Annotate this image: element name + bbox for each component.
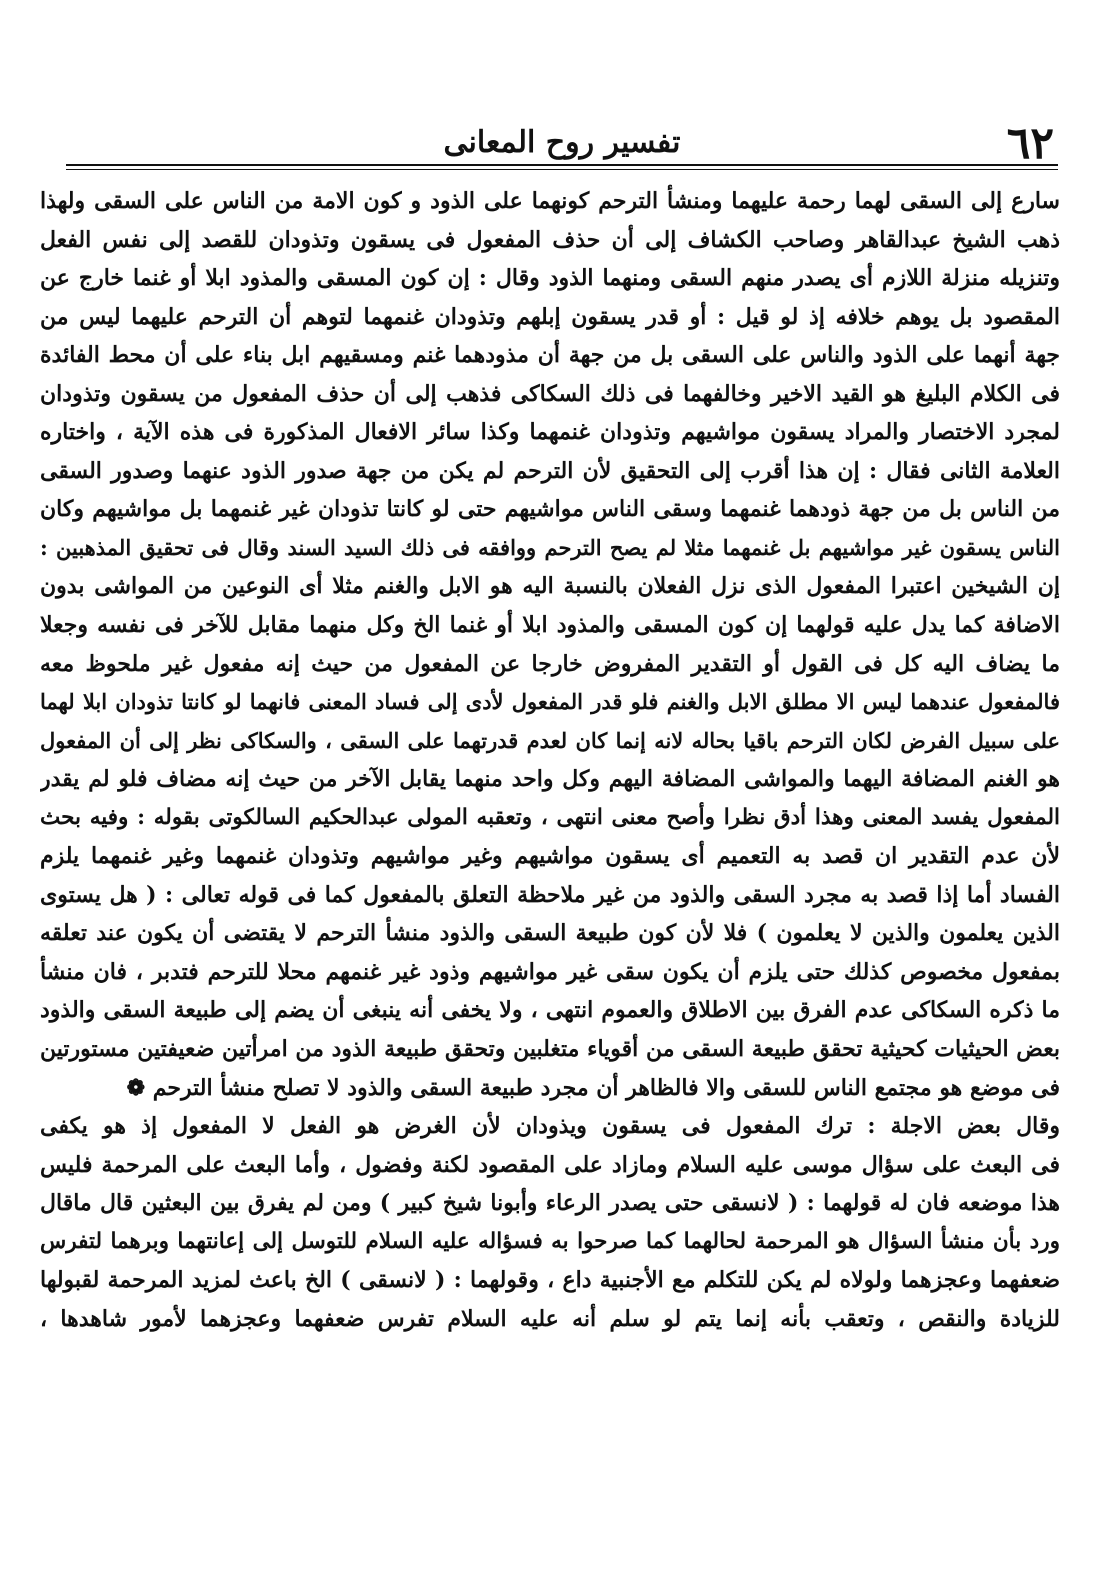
text-line: الاضافة كما يدل عليه قولهما إن كون المسقى والمذود ابلا أو غنما الخ وكل منهما مقابل للآخر فى نفسه وجعلا — [40, 612, 1060, 639]
page-number: ٦٢ — [1006, 118, 1054, 169]
text-line: إن الشيخين اعتبرا المفعول الذى نزل الفعلان بالنسبة اليه هو الابل والغنم مثلا أى النوعين من المواشى بدون — [40, 573, 1060, 600]
text-line: بمفعول مخصوص كذلك حتى يلزم أن يكون سقى غير مواشيهم وذود غير غنمهم محلا للترحم فتدبر ، فان منشأ — [40, 958, 1060, 985]
paragraph-start-line: وقال بعض الاجلة : ترك المفعول فى يسقون ويذودان لأن الغرض هو الفعل لا المفعول إذ هو يكفى — [40, 1113, 1060, 1140]
text-line: ما يضاف اليه كل فى القول أو التقدير المفروض خارجا عن المفعول من حيث إنه مفعول غير ملحوظ معه — [40, 650, 1060, 677]
text-line: ما ذكره السكاكى عدم الفرق بين الاطلاق والعموم انتهى ، ولا يخفى أنه ينبغى أن يضم إلى طبيعة السقى والذود — [40, 997, 1060, 1024]
text-line: هو الغنم المضافة اليهما والمواشى المضافة اليهم وكل واحد منهما يقابل الآخر من حيث إنه مضاف فلو لم يقدر — [40, 766, 1060, 793]
text-line: لأن عدم التقدير ان قصد به التعميم أى يسقون مواشيهم وغير مواشيهم وتذودان غنمهما وغير غنمهما يلزم — [40, 843, 1060, 870]
text-line: الناس يسقون غير مواشيهم بل غنمهما مثلا لم يصح الترحم ووافقه فى ذلك السيد السند وقال فى تحقيق المذهبين : — [40, 534, 1060, 560]
text-line: المقصود بل يوهم خلافه إذ لو قيل : أو قدر يسقون إبلهم وتذودان غنمهما لتوهم أن الترحم عليهما ليس من — [40, 303, 1060, 330]
text-line: جهة أنهما على الذود والناس على السقى بل من جهة أن مذودهما غنم ومسقيهم ابل بناء على أن محط الفائدة — [40, 342, 1060, 369]
text-line: سارع إلى السقى لهما رحمة عليهما ومنشأ الترحم كونهما على الذود و كون الامة من الناس على السقى ولهذا — [40, 188, 1060, 214]
text-line: الذين يعلمون والذين لا يعلمون ) فلا لأن كون طبيعة السقى والذود منشأ الترحم لا يقتضى أن يكون عند تعلقه — [40, 920, 1060, 947]
text-line: فالمفعول عندهما ليس الا مطلق الابل والغنم فلو قدر المفعول لأدى إلى فساد المعنى فانهما لو كانتا تذودان ابلا لهما — [40, 689, 1060, 715]
text-line: من الناس بل من جهة ذودهما غنمهما وسقى الناس مواشيهم حتى لو كانتا تذودان غير غنمهما بل مواشيهم وكان — [40, 496, 1060, 523]
page-header — [66, 108, 1058, 170]
text-line: الفساد أما إذا قصد به مجرد السقى والذود من غير ملاحظة التعلق بالمفعول كما فى قوله تعالى : ( هل يستوى — [40, 881, 1060, 908]
text-line: للزيادة والنقص ، وتعقب بأنه إنما يتم لو سلم أنه عليه السلام تفرس ضعفهما وعجزهما لأمور شاهدها ، — [40, 1305, 1060, 1332]
running-title: تفسير روح المعانى — [443, 125, 681, 160]
text-line: العلامة الثانى فقال : إن هذا أقرب إلى التحقيق لأن الترحم لم يكن من جهة صدور الذود عنهما وصدور السقى — [40, 457, 1060, 484]
text-line: على سبيل الفرض لكان الترحم باقيا بحاله لانه إنما كان لعدم قدرتهما على السقى ، والسكاكى نظر إلى أن المفعول — [40, 727, 1060, 753]
body-text — [40, 182, 1060, 1338]
text-line: فى الكلام البليغ هو القيد الاخير وخالفهما فى ذلك السكاكى فذهب إلى أن حذف المفعول من يسقون وتذودان — [40, 380, 1060, 407]
text-line: هذا موضعه فان له قولهما : ( لانسقى حتى يصدر الرعاء وأبونا شيخ كبير ) ومن لم يفرق بين البعثين قال ماقال — [40, 1190, 1060, 1217]
text-line: المفعول يفسد المعنى وهذا أدق نظرا وأصح معنى انتهى ، وتعقبه المولى عبدالحكيم السالكوتى بقوله : وفيه بحث — [40, 804, 1060, 830]
text-line: ضعفهما وعجزهما ولولاه لم يكن للتكلم مع الأجنبية داع ، وقولهما : ( لانسقى ) الخ باعث لمزيد المرحمة لقبولها — [40, 1267, 1060, 1294]
text-line: ورد بأن منشأ السؤال هو المرحمة لحالهما كما صرحوا به فسؤاله عليه السلام للتوسل إلى إعانتهما وبرهما لتفرس — [40, 1228, 1060, 1254]
text-line: ذهب الشيخ عبدالقاهر وصاحب الكشاف إلى أن حذف المفعول فى يسقون وتذودان للقصد إلى نفس الفعل — [40, 226, 1060, 253]
paragraph-end-line: فى موضع هو مجتمع الناس للسقى والا فالظاهر أن مجرد طبيعة السقى والذود لا تصلح منشأ الترحم ❁ — [126, 1074, 1060, 1101]
header-rule — [66, 164, 1058, 170]
text-line: بعض الحيثيات كحيثية تحقق طبيعة السقى من أقوياء متغلبين وتحقق طبيعة الذود من امرأتين ضعيفتين مستورتين — [40, 1036, 1060, 1063]
text-line: وتنزيله منزلة اللازم أى يصدر منهم السقى ومنهما الذود وقال : إن كون المسقى والمذود ابلا أو غنما خارج عن — [40, 265, 1060, 292]
text-line: فى البعث على سؤال موسى عليه السلام ومازاد على المقصود لكنة وفضول ، وأما البعث على المرحمة فليس — [40, 1151, 1060, 1178]
text-line: لمجرد الاختصار والمراد يسقون مواشيهم وتذودان غنمهما وكذا سائر الافعال المذكورة فى هذه الآية ، واختاره — [40, 419, 1060, 446]
